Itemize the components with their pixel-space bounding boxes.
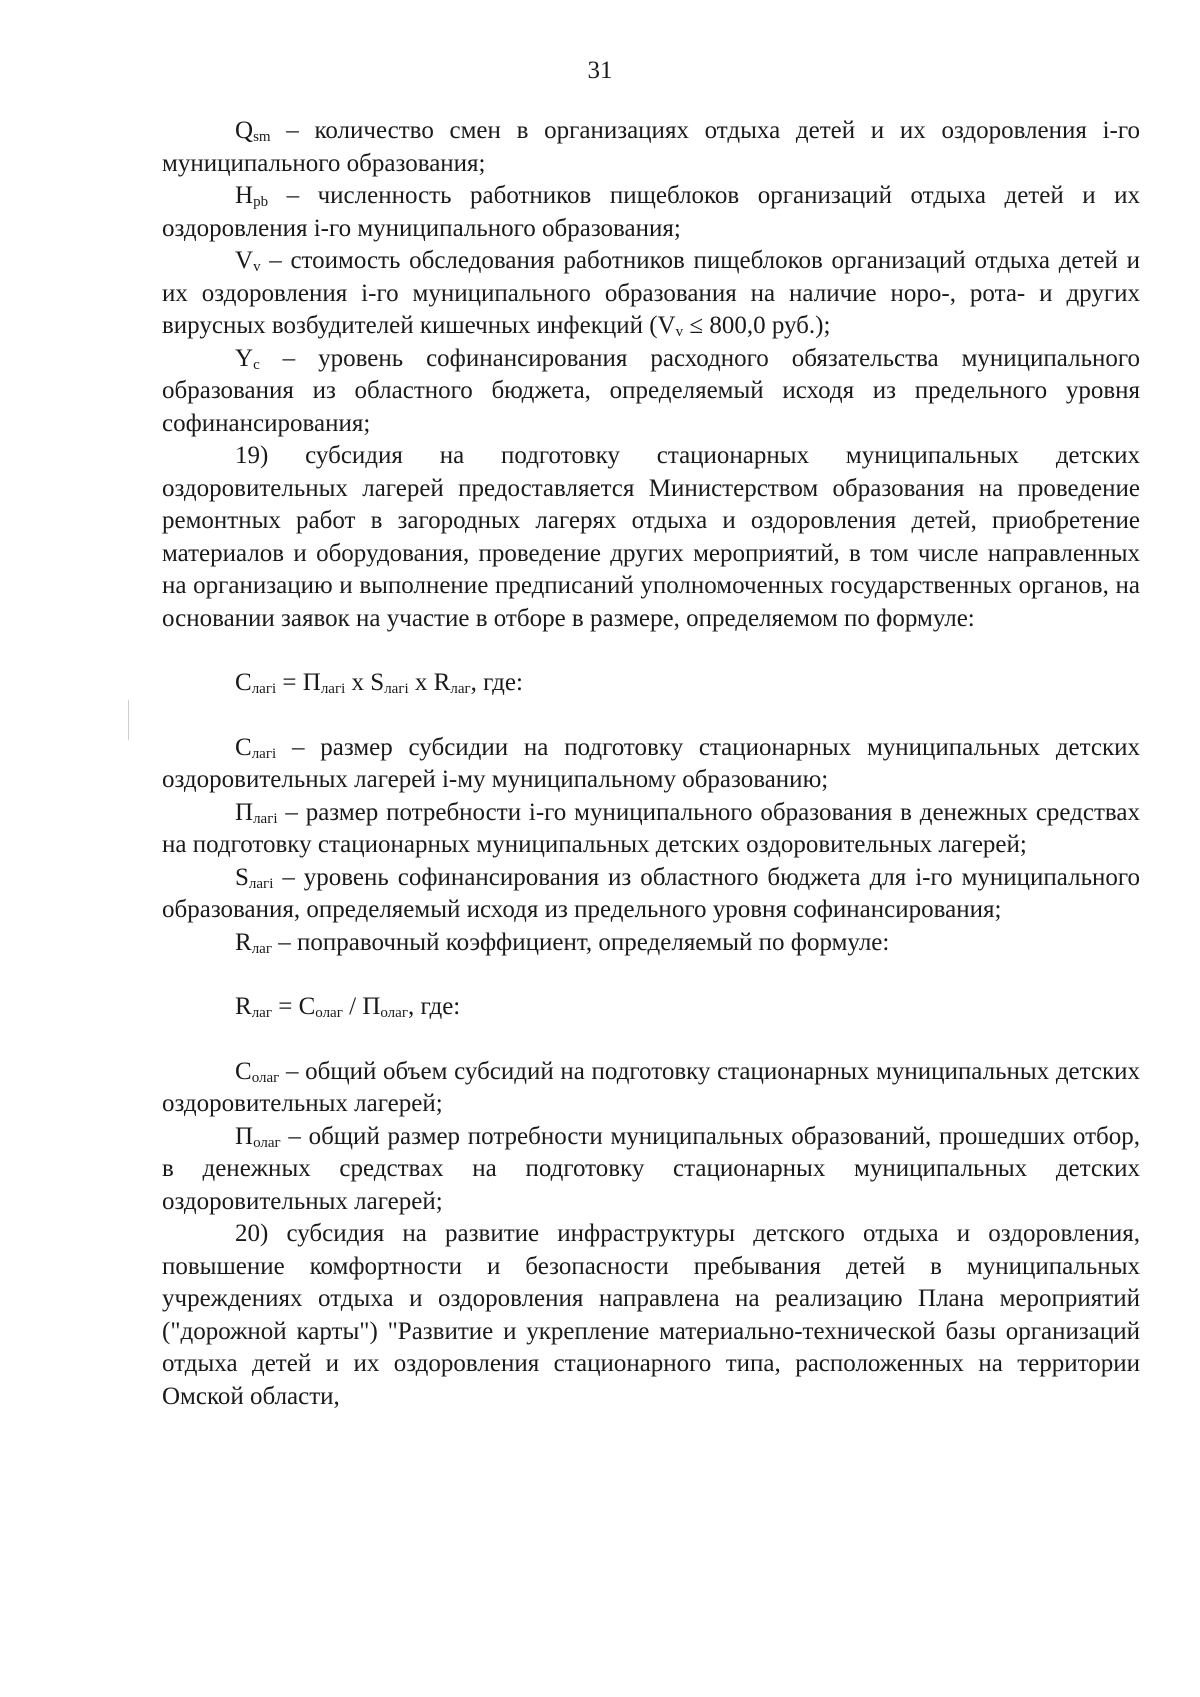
symbol-subscript: sm <box>253 129 271 145</box>
formula-term: С <box>235 669 252 696</box>
definition-plag <box>162 797 1140 862</box>
formula-term: , где: <box>407 993 461 1020</box>
paragraph-20: 20) субсидия на развитие инфраструктуры детского отдыха и оздоровления, повышение комфортности и безопасности пребывания детей в муниципальных учреждениях отдыха и оздоровления направлена на реализацию Плана мероприятий ("дорожной карты") "Развитие и укрепление материально-технической базы организаций отдыха детей и их оздоровления стационарного типа, расположенных на территории Омской области, <box>162 1220 1140 1410</box>
symbol-subscript: лагi <box>248 875 274 892</box>
formula-term: / П <box>342 993 381 1020</box>
symbol-s: S <box>235 863 249 891</box>
definition-text: – общий объем субсидий на подготовку стационарных муниципальных детских оздоровительных лагерей; <box>162 1057 1140 1117</box>
symbol-c: С <box>235 733 252 761</box>
definition-text: – общий размер потребности муниципальных образований, прошедших отбор, в денежных средствах на подготовку стационарных муниципальных детских оздоровительных лагерей; <box>162 1122 1140 1215</box>
symbol-subscript: лагi <box>253 810 278 827</box>
definition-yc <box>162 343 1140 441</box>
definition-text: – уровень софинансирования из областного бюджета для i-го муниципального образования, определяемый исходя из предельного уровня софинансирования; <box>162 863 1140 923</box>
definition-text: – численность работников пищеблоков организаций отдыха детей и их оздоровления i-го муниципального образования; <box>162 182 1140 242</box>
definition-rlag <box>162 927 1140 960</box>
definition-qsm <box>162 115 1140 180</box>
symbol-subscript: олаг <box>251 1069 280 1086</box>
scan-speck <box>128 700 129 740</box>
definition-text-tail: ≤ 800,0 руб.); <box>683 312 831 339</box>
symbol-subscript: pb <box>253 194 269 210</box>
symbol-v: V <box>235 247 254 274</box>
formula-term: , где: <box>470 669 523 696</box>
definition-text: – стоимость обследования работников пищеблоков организаций отдыха детей и их оздоровления i-го муниципального образования на наличие норо-, рота- и других вирусных возбудителей кишечных инфекций (V <box>162 247 1140 339</box>
paragraph-19: 19) субсидия на подготовку стационарных муниципальных детских оздоровительных лагерей предоставляется Министерством образования на проведение ремонтных работ в загородных лагерях отдыха и оздоровления детей, приобретение материалов и оборудования, проведение других мероприятий, в том числе направленных на организацию и выполнение предписаний уполномоченных государственных органов, на основании заявок на участие в отборе в размере, определяемом по формуле: <box>162 442 1140 632</box>
formula-clag <box>162 667 1140 700</box>
formula-subscript: лаг <box>251 1005 272 1021</box>
formula-term: x R <box>408 669 451 696</box>
formula-subscript: лаг <box>450 681 471 697</box>
document-body <box>162 115 1140 1413</box>
definition-text: – поправочный коэффициент, определяемый по формуле: <box>271 928 890 956</box>
definition-text: – количество смен в организациях отдыха детей и их оздоровления i-го муниципального образования; <box>162 117 1140 177</box>
symbol-p: П <box>235 798 254 826</box>
definition-polag <box>162 1121 1140 1219</box>
definition-clag <box>162 732 1140 797</box>
formula-term: = С <box>271 993 316 1020</box>
definition-hpb <box>162 180 1140 245</box>
symbol-subscript: v <box>675 324 684 340</box>
formula-subscript: лагi <box>251 681 277 697</box>
symbol-r: R <box>235 928 252 956</box>
symbol-subscript: лагi <box>251 745 277 762</box>
symbol-p: П <box>235 1122 254 1150</box>
formula-term: x S <box>345 669 385 696</box>
page-number: 31 <box>587 57 613 84</box>
formula-subscript: олаг <box>380 1005 408 1021</box>
symbol-c: С <box>235 1057 252 1085</box>
symbol-subscript: c <box>253 356 260 373</box>
formula-subscript: лагi <box>384 681 409 697</box>
definition-text: – уровень софинансирования расходного обязательства муниципального образования из областного бюджета, определяемый исходя из предельного уровня софинансирования; <box>162 344 1140 437</box>
formula-term: = П <box>276 669 321 696</box>
symbol-h: H <box>235 182 254 209</box>
symbol-subscript: олаг <box>253 1134 281 1151</box>
definition-text: – размер потребности i-го муниципального образования в денежных средствах на подготовку стационарных муниципальных детских оздоровительных лагерей; <box>162 798 1140 858</box>
definition-slag <box>162 862 1140 927</box>
symbol-subscript: v <box>253 259 261 275</box>
formula-subscript: олаг <box>315 1005 343 1021</box>
symbol-y: Y <box>235 344 254 372</box>
definition-colag <box>162 1056 1140 1121</box>
formula-term: R <box>235 993 252 1020</box>
symbol-subscript: лаг <box>251 940 272 957</box>
formula-subscript: лагi <box>320 681 346 697</box>
symbol-q: Q <box>235 117 254 144</box>
formula-rlag <box>162 991 1140 1024</box>
definition-text: – размер субсидии на подготовку стационарных муниципальных детских оздоровительных лагерей i-му муниципальному образованию; <box>162 733 1140 793</box>
definition-vv <box>162 245 1140 343</box>
